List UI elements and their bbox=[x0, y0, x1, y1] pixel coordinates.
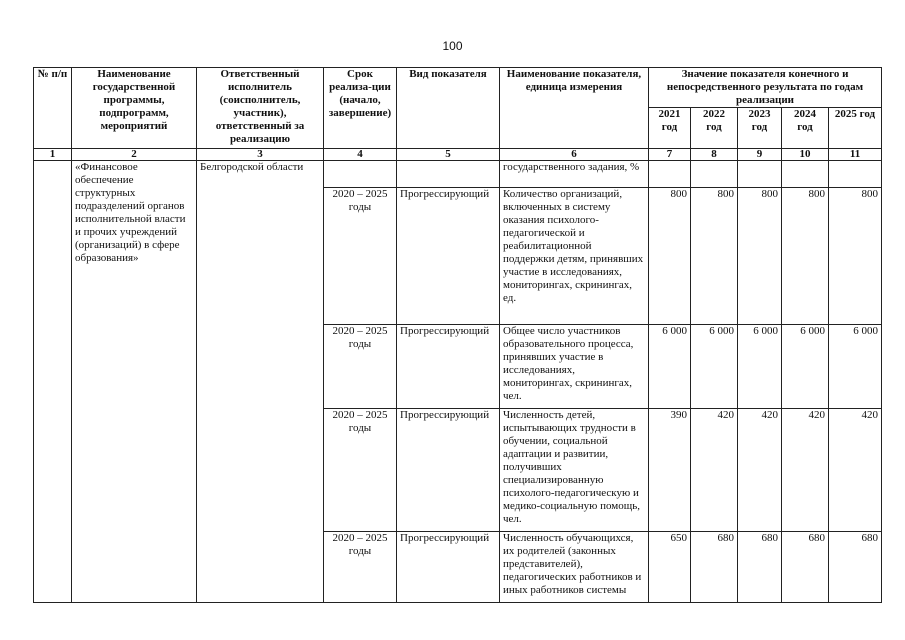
type-cell: Прогрессирующий bbox=[397, 409, 500, 532]
indicators-table bbox=[33, 67, 882, 603]
term-cell: 2020 – 2025 годы bbox=[324, 532, 397, 603]
value-cell: 6 000 bbox=[782, 325, 829, 409]
column-number: 11 bbox=[829, 149, 882, 161]
value-cell: 420 bbox=[691, 409, 738, 532]
type-cell: Прогрессирующий bbox=[397, 325, 500, 409]
value-cell: 800 bbox=[782, 188, 829, 325]
value-cell bbox=[649, 161, 691, 188]
header-indicator-name: Наименование показателя, единица измерения bbox=[500, 68, 649, 149]
value-cell: 420 bbox=[782, 409, 829, 532]
header-num: № п/п bbox=[34, 68, 72, 149]
value-cell: 800 bbox=[649, 188, 691, 325]
column-number: 10 bbox=[782, 149, 829, 161]
value-cell: 680 bbox=[829, 532, 882, 603]
value-cell: 650 bbox=[649, 532, 691, 603]
value-cell: 800 bbox=[691, 188, 738, 325]
header-year: 2021 год bbox=[649, 108, 691, 149]
indicator-name-cell: государственного задания, % bbox=[500, 161, 649, 188]
indicator-name-cell: Количество организаций, включенных в систему оказания психолого-педагогической и реабилитационной поддержки детям, принявших участие в исследованиях, мониторингах, скринингах, ед. bbox=[500, 188, 649, 325]
column-number-row bbox=[34, 149, 882, 161]
header-executor: Ответственный исполнитель (соисполнитель, участник), ответственный за реализацию bbox=[197, 68, 324, 149]
value-cell: 680 bbox=[738, 532, 782, 603]
value-cell: 800 bbox=[829, 188, 882, 325]
header-year: 2023 год bbox=[738, 108, 782, 149]
page-number: 100 bbox=[442, 39, 463, 53]
header-values-group: Значение показателя конечного и непосредственного результата по годам реализации bbox=[649, 68, 882, 108]
value-cell: 800 bbox=[738, 188, 782, 325]
column-number: 7 bbox=[649, 149, 691, 161]
header-term: Срок реализа-ции (начало, завершение) bbox=[324, 68, 397, 149]
value-cell: 420 bbox=[738, 409, 782, 532]
value-cell bbox=[829, 161, 882, 188]
term-cell: 2020 – 2025 годы bbox=[324, 409, 397, 532]
value-cell: 6 000 bbox=[738, 325, 782, 409]
column-number: 5 bbox=[397, 149, 500, 161]
program-cell: «Финансовое обеспечение структурных подразделений органов исполнительной власти и прочих учреждений (организаций) в сфере образования» bbox=[72, 161, 197, 603]
value-cell bbox=[738, 161, 782, 188]
value-cell: 420 bbox=[829, 409, 882, 532]
value-cell bbox=[782, 161, 829, 188]
header-year: 2022 год bbox=[691, 108, 738, 149]
column-number: 4 bbox=[324, 149, 397, 161]
value-cell: 680 bbox=[691, 532, 738, 603]
term-cell bbox=[324, 161, 397, 188]
column-number: 3 bbox=[197, 149, 324, 161]
column-number: 1 bbox=[34, 149, 72, 161]
value-cell: 6 000 bbox=[829, 325, 882, 409]
header-program: Наименование государственной программы, подпрограмм, мероприятий bbox=[72, 68, 197, 149]
value-cell bbox=[691, 161, 738, 188]
term-cell: 2020 – 2025 годы bbox=[324, 188, 397, 325]
indicator-name-cell: Общее число участников образовательного процесса, принявших участие в исследованиях, мониторингах, скринингах, чел. bbox=[500, 325, 649, 409]
type-cell bbox=[397, 161, 500, 188]
column-number: 9 bbox=[738, 149, 782, 161]
executor-cell: Белгородской области bbox=[197, 161, 324, 603]
value-cell: 680 bbox=[782, 532, 829, 603]
num-cell bbox=[34, 161, 72, 603]
header-indicator-type: Вид показателя bbox=[397, 68, 500, 149]
indicator-name-cell: Численность детей, испытывающих трудности в обучении, социальной адаптации и развитии, получивших специализированную психолого-педагогическую и медико-социальную помощь, чел. bbox=[500, 409, 649, 532]
column-number: 6 bbox=[500, 149, 649, 161]
term-cell: 2020 – 2025 годы bbox=[324, 325, 397, 409]
column-number: 2 bbox=[72, 149, 197, 161]
type-cell: Прогрессирующий bbox=[397, 188, 500, 325]
column-number: 8 bbox=[691, 149, 738, 161]
value-cell: 390 bbox=[649, 409, 691, 532]
type-cell: Прогрессирующий bbox=[397, 532, 500, 603]
header-year: 2024 год bbox=[782, 108, 829, 149]
value-cell: 6 000 bbox=[649, 325, 691, 409]
value-cell: 6 000 bbox=[691, 325, 738, 409]
header-year: 2025 год bbox=[829, 108, 882, 149]
table-row bbox=[34, 161, 882, 188]
indicator-name-cell: Численность обучающихся, их родителей (законных представителей), педагогических работников и иных работников системы bbox=[500, 532, 649, 603]
